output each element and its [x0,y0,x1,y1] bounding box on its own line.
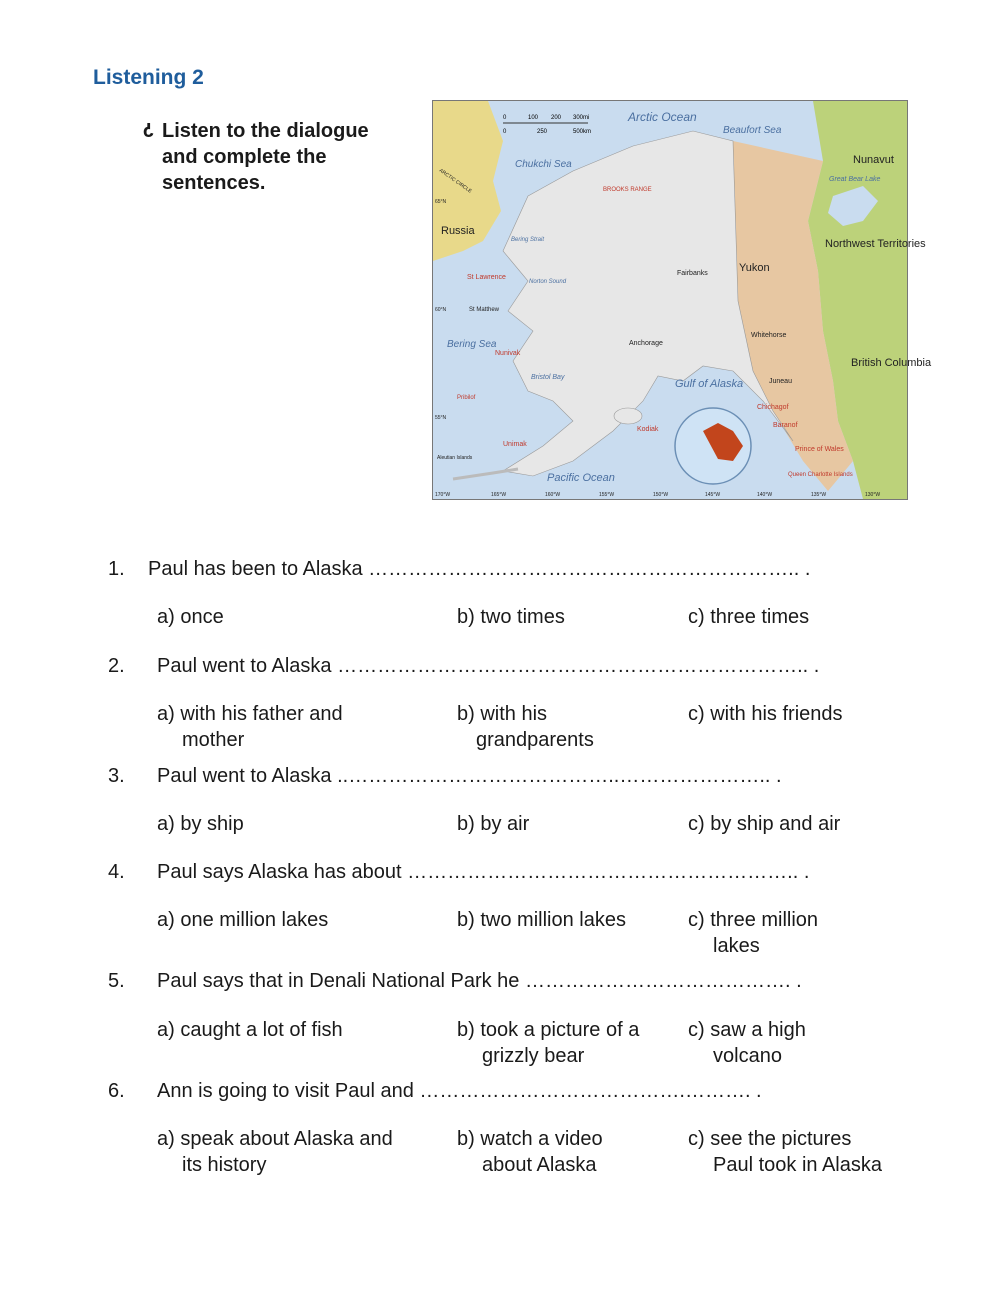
svg-text:Baranof: Baranof [773,422,798,429]
svg-text:Nunivak: Nunivak [495,350,521,357]
svg-text:140°W: 140°W [757,492,773,498]
svg-text:BROOKS RANGE: BROOKS RANGE [603,187,652,193]
question-5-option-a: a) caught a lot of fish [157,1019,343,1041]
question-2: 2. Paul went to Alaska …………………………………………………………….. . [108,655,820,677]
svg-text:Chichagof: Chichagof [757,404,789,411]
ear-icon: ʖ [142,120,154,142]
svg-text:500km: 500km [573,129,592,135]
question-4-option-b: b) two million lakes [457,909,626,931]
svg-text:Nunavut: Nunavut [853,154,894,166]
svg-text:200: 200 [551,115,562,121]
instruction-text: Listen to the dialogue and complete the sentences. [162,120,369,194]
svg-text:170°W: 170°W [435,492,451,498]
svg-text:St Lawrence: St Lawrence [467,274,506,281]
question-3-option-b: b) by air [457,813,530,835]
svg-text:Whitehorse: Whitehorse [751,332,787,339]
kodiak-island [614,408,642,424]
svg-text:St Matthew: St Matthew [469,307,500,313]
svg-text:0: 0 [503,129,507,135]
svg-text:ARCTIC CIRCLE: ARCTIC CIRCLE [437,167,473,195]
question-1-option-c: c) three times [688,606,810,628]
svg-text:300mi: 300mi [573,115,590,121]
svg-text:Unimak: Unimak [503,441,527,448]
svg-text:Yukon: Yukon [739,262,770,274]
svg-text:Northwest Territories: Northwest Territories [825,238,926,250]
svg-text:British Columbia: British Columbia [851,357,932,369]
svg-text:165°W: 165°W [491,492,507,498]
question-2-option-c: c) with his friends [688,703,843,725]
svg-text:Bristol Bay: Bristol Bay [531,374,565,381]
question-1: 1. Paul has been to Alaska ……………………………………………………….. . [108,558,811,580]
svg-text:60°N: 60°N [435,307,447,313]
question-6-option-b: b) watch a video about Alaska [457,1128,603,1176]
question-5-option-b: b) took a picture of a grizzly bear [457,1019,640,1067]
question-2-option-a: a) with his father and mother [157,703,343,751]
svg-text:135°W: 135°W [811,492,827,498]
svg-text:Pribilof: Pribilof [457,395,476,401]
svg-text:Anchorage: Anchorage [629,340,663,347]
svg-text:Pacific Ocean: Pacific Ocean [547,472,615,484]
question-3: 3. Paul went to Alaska ..…………………………………..………………….. . [108,765,782,787]
question-4-option-c: c) three million lakes [688,909,819,957]
svg-text:Juneau: Juneau [769,378,792,385]
svg-text:Chukchi Sea: Chukchi Sea [515,159,572,170]
svg-text:0: 0 [503,115,507,121]
svg-text:Queen Charlotte Islands: Queen Charlotte Islands [788,472,853,478]
svg-text:150°W: 150°W [653,492,669,498]
question-6-option-a: a) speak about Alaska and its history [157,1128,393,1176]
svg-text:Kodiak: Kodiak [637,426,659,433]
svg-text:155°W: 155°W [599,492,615,498]
instruction [136,118,416,196]
svg-text:65°N: 65°N [435,199,447,205]
svg-text:100: 100 [528,115,539,121]
svg-text:145°W: 145°W [705,492,721,498]
question-5-option-c: c) saw a high volcano [688,1019,806,1067]
svg-text:55°N: 55°N [435,415,447,421]
svg-text:Beaufort Sea: Beaufort Sea [723,125,782,136]
question-4: 4. Paul says Alaska has about ………………………………………………….. . [108,861,810,883]
question-1-option-b: b) two times [457,606,565,628]
svg-text:Aleutian Islands: Aleutian Islands [437,455,473,461]
svg-text:130°W: 130°W [865,492,881,498]
question-3-option-a: a) by ship [157,813,244,835]
question-6: 6. Ann is going to visit Paul and ………………………………….………. . [108,1080,762,1102]
svg-text:Bering Sea: Bering Sea [447,339,497,350]
svg-text:250: 250 [537,129,548,135]
question-5: 5. Paul says that in Denali National Park he …………………………………. . [108,970,802,992]
svg-text:Arctic Ocean: Arctic Ocean [628,110,697,124]
svg-text:Prince of Wales: Prince of Wales [795,446,844,453]
page-title: Listening 2 [93,66,204,89]
svg-text:Gulf of Alaska: Gulf of Alaska [675,378,744,390]
svg-text:Bering Strait: Bering Strait [511,237,545,243]
question-3-option-c: c) by ship and air [688,813,841,835]
svg-text:Russia: Russia [441,225,475,237]
alaska-map [432,100,932,500]
svg-text:160°W: 160°W [545,492,561,498]
question-2-option-b: b) with his grandparents [457,703,594,751]
svg-text:Fairbanks: Fairbanks [677,270,708,277]
question-1-option-a: a) once [157,606,224,628]
svg-text:Norton Sound: Norton Sound [529,279,567,285]
svg-text:Great Bear Lake: Great Bear Lake [829,176,881,183]
question-4-option-a: a) one million lakes [157,909,329,931]
question-6-option-c: c) see the pictures Paul took in Alaska [688,1128,882,1176]
